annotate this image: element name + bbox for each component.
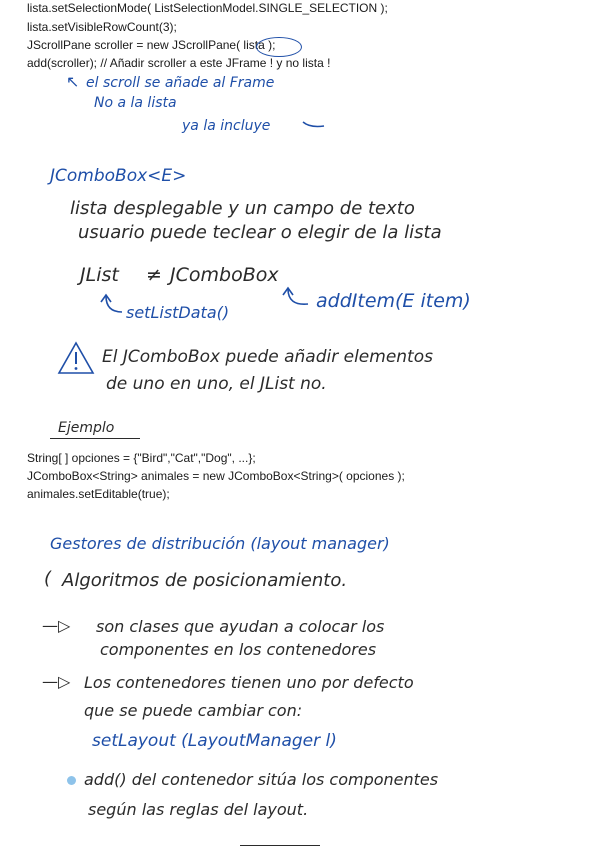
handwritten-note: ya la incluye [182, 118, 271, 134]
method-label: setLayout (LayoutManager l) [92, 731, 337, 751]
handwritten-text: Los contenedores tienen uno por defecto [84, 673, 414, 692]
code-line: animales.setEditable(true); [27, 487, 170, 501]
handwritten-text: usuario puede teclear o elegir de la lista [78, 222, 442, 243]
method-label: addItem(E item) [316, 290, 471, 312]
comparison-neq: ≠ [146, 264, 162, 286]
handwritten-text: lista desplegable y un campo de texto [70, 198, 415, 219]
handwritten-text: son clases que ayudan a colocar los [96, 617, 385, 636]
bracket-icon: ( [44, 568, 52, 589]
warning-triangle-icon [56, 340, 96, 376]
code-line: add(scroller); // Añadir scroller a este JFrame ! y no lista ! [27, 56, 331, 70]
bullet-dot-icon [67, 776, 76, 785]
handwritten-text: componentes en los contenedores [100, 640, 377, 659]
arrow-icon: —▷ [42, 616, 71, 635]
code-line: JScrollPane scroller = new JScrollPane( lista ); [27, 38, 276, 52]
handwritten-text: que se puede cambiar con: [84, 701, 303, 720]
arrow-icon: ↖ [66, 72, 80, 91]
arrow-icon [100, 292, 126, 320]
handwritten-text: según las reglas del layout. [88, 800, 309, 819]
comparison-left: JList [80, 264, 119, 286]
code-line: lista.setVisibleRowCount(3); [27, 20, 177, 34]
underline [240, 845, 320, 846]
example-label: Ejemplo [58, 420, 115, 436]
arrow-icon: —▷ [42, 672, 71, 691]
section-heading: Gestores de distribución (layout manager) [50, 534, 390, 553]
warning-text: de uno en uno, el JList no. [106, 374, 327, 394]
section-heading: JComboBox<E> [50, 166, 187, 186]
warning-text: El JComboBox puede añadir elementos [102, 347, 433, 367]
arrow-icon [282, 284, 312, 312]
handwritten-note: No a la lista [94, 95, 177, 111]
code-line: JComboBox<String> animales = new JComboBox<String>( opciones ); [27, 469, 405, 483]
code-line: String[ ] opciones = {"Bird","Cat","Dog", ...}; [27, 451, 256, 465]
handwritten-text: Algoritmos de posicionamiento. [62, 570, 348, 591]
underline [50, 438, 140, 439]
comparison-right: JComboBox [170, 264, 279, 286]
handwritten-note: el scroll se añade al Frame [86, 75, 275, 91]
circle-annotation-icon [256, 37, 302, 57]
code-line: lista.setSelectionMode( ListSelectionModel.SINGLE_SELECTION ); [27, 1, 388, 15]
method-label: setListData() [126, 303, 230, 322]
arrow-icon [302, 116, 328, 132]
handwritten-text: add() del contenedor sitúa los componentes [84, 770, 439, 789]
